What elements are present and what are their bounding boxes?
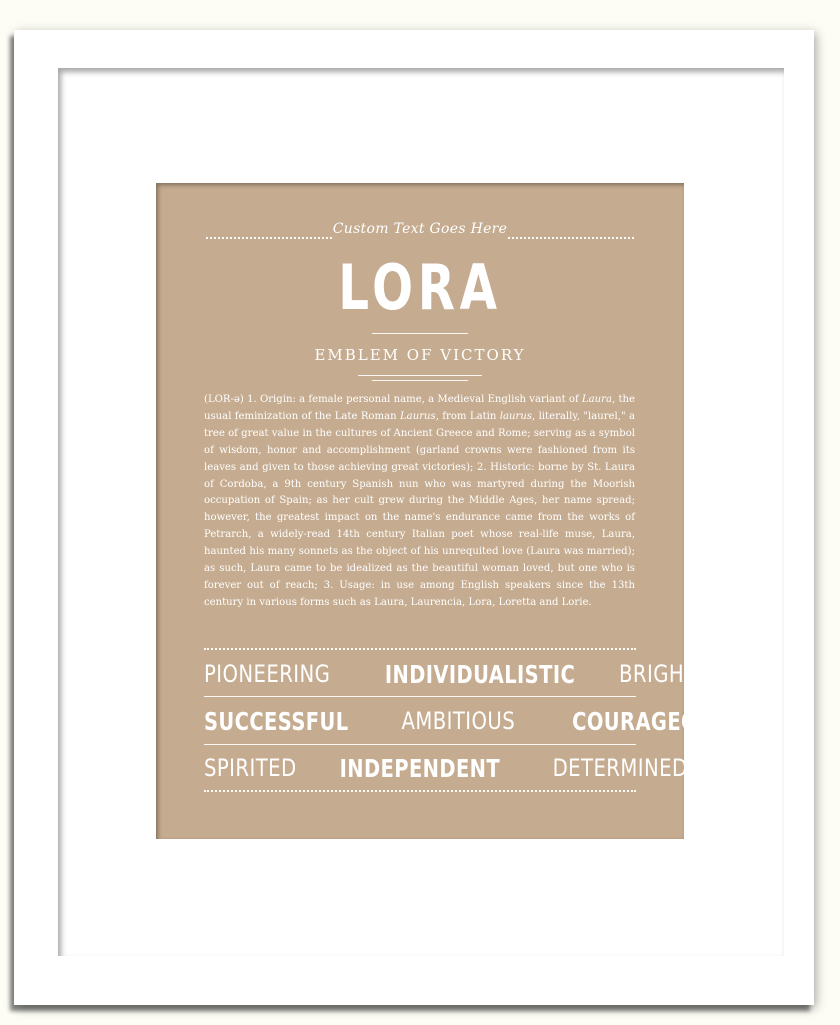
- dotted-divider-traits-bottom: [204, 790, 636, 792]
- rule-below-meaning-2: [372, 380, 468, 381]
- name-meaning: EMBLEM OF VICTORY: [314, 346, 526, 364]
- name-definition: [204, 392, 635, 612]
- trait-row-divider: [204, 696, 636, 697]
- custom-text: Custom Text Goes Here: [332, 221, 508, 237]
- name-print: [156, 183, 729, 839]
- definition-italic: laurus: [499, 410, 533, 422]
- trait-word: PIONEERING: [204, 660, 331, 688]
- trait-row-2: [204, 703, 729, 739]
- trait-row-1: [204, 656, 697, 692]
- trait-row-3: [204, 750, 688, 786]
- trait-word: INDEPENDENT: [339, 753, 500, 783]
- trait-word: BRIGHT: [619, 660, 697, 688]
- rule-below-meaning: [358, 375, 482, 376]
- trait-word: SPIRITED: [204, 754, 297, 782]
- name-title: LORA: [338, 251, 502, 324]
- definition-text: , from Latin: [435, 410, 500, 422]
- definition-text: , the usual feminization of the Late Roman: [204, 394, 635, 422]
- dotted-divider-traits-top: [204, 648, 636, 650]
- trait-word: SUCCESSFUL: [204, 706, 349, 736]
- definition-text: , literally, "laurel," a tree of great value in the cultures of Ancient Greece and Rome; serving as a symbol of wisdom, honor and accomplishment (garland crowns were fashioned from its leaves and given to those achieving great victories); 2. Historic: borne by St. Laura of Cordoba, a 9th century Spanish nun who was martyred during the Moorish occupation of Spain; as her cult grew during the Middle Ages, her name spread; however, the greatest impact on the name's endurance came from the works of Petrarch, a widely-read 14th century Italian poet whose real-life muse, Laura, haunted his many sonnets as the object of his unrequited love (Laura was married); as such, Laura came to be idealized as the beautiful woman loved, but one who is forever out of reach; 3. Usage: in use among English speakers since the 13th century in various forms such as Laura, Laurencia, Lora, Loretta and Lorie.: [204, 410, 635, 608]
- trait-row-divider: [204, 744, 636, 745]
- rule-above-meaning: [372, 333, 468, 334]
- dotted-divider-left: [206, 237, 332, 239]
- definition-italic: Laurus: [399, 410, 436, 422]
- trait-word: DETERMINED: [552, 754, 688, 782]
- definition-text: 1. Origin: a female personal name, a Medieval English variant of: [243, 394, 582, 405]
- trait-word: AMBITIOUS: [401, 707, 516, 735]
- trait-word: COURAGEOUS: [572, 706, 729, 736]
- dotted-divider-right: [508, 237, 634, 239]
- trait-word: INDIVIDUALISTIC: [384, 659, 576, 689]
- definition-italic: Laura: [581, 394, 612, 405]
- pronunciation: (LOR-ə): [204, 394, 244, 405]
